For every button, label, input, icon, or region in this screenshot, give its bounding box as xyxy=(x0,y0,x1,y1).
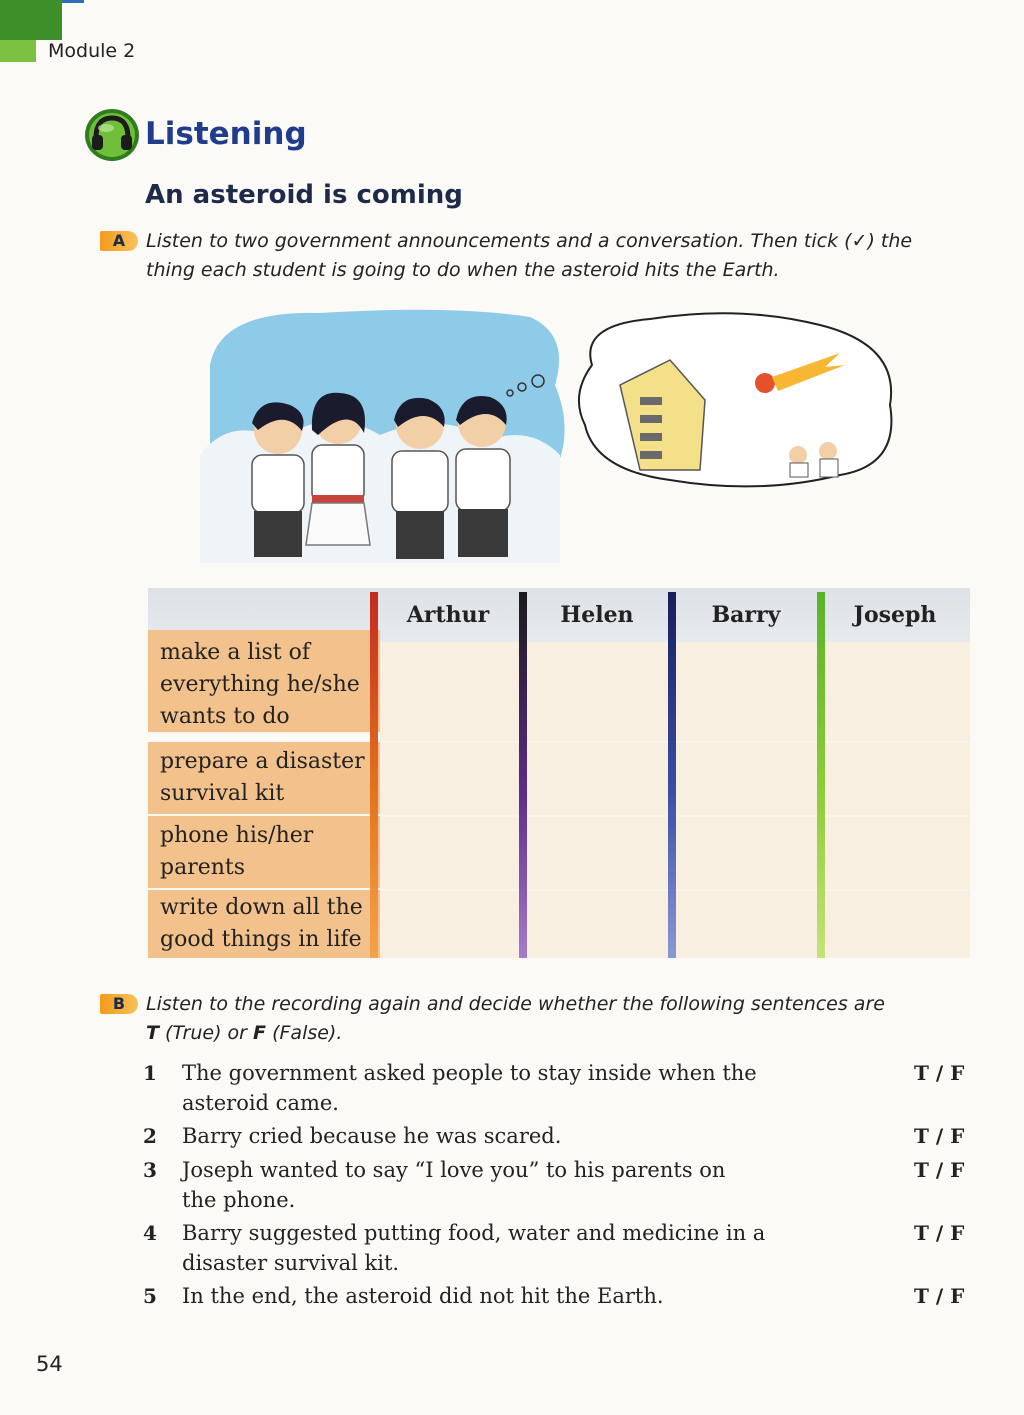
statement-text xyxy=(182,1121,822,1151)
false-label: (False). xyxy=(272,1022,343,1044)
true-false-choice[interactable]: T / F xyxy=(914,1124,965,1148)
statement-number: 3 xyxy=(143,1158,157,1182)
statement-line: disaster survival kit. xyxy=(182,1251,400,1275)
student-1 xyxy=(252,402,304,557)
statement-line: the phone. xyxy=(182,1188,296,1212)
section-title: Listening xyxy=(145,116,307,152)
student-3 xyxy=(392,398,448,559)
column-header-joseph: Joseph xyxy=(853,602,937,628)
true-false-choice[interactable]: T / F xyxy=(914,1221,965,1245)
statement-line: Barry suggested putting food, water and medicine in a xyxy=(182,1221,766,1245)
statement-text xyxy=(182,1281,822,1311)
headphones-icon xyxy=(84,108,140,162)
tick-table xyxy=(148,588,970,958)
part-b-instruction xyxy=(146,990,946,1048)
column-divider-purple xyxy=(519,592,527,958)
statement-number: 1 xyxy=(143,1061,157,1085)
corner-decoration-blue xyxy=(62,0,84,3)
part-a-badge: A xyxy=(100,231,138,251)
true-false-choice[interactable]: T / F xyxy=(914,1061,965,1085)
statement-number: 2 xyxy=(143,1124,157,1148)
true-letter: T xyxy=(146,1022,159,1044)
table-row-label: write down all the good things in life xyxy=(148,890,380,958)
statement-text xyxy=(182,1155,822,1215)
true-false-choice[interactable]: T / F xyxy=(914,1284,965,1308)
statement-text xyxy=(182,1058,822,1118)
column-divider-red xyxy=(370,592,378,958)
statement-text xyxy=(182,1218,822,1278)
corner-decoration-light xyxy=(0,40,36,62)
part-a-instruction-line1: Listen to two government announcements and a conversation. Then tick (✓) the xyxy=(146,230,913,252)
part-b-badge: B xyxy=(100,994,138,1014)
statement-line: asteroid came. xyxy=(182,1091,339,1115)
table-row-label: phone his/her parents xyxy=(148,816,380,890)
statement-number: 4 xyxy=(143,1221,157,1245)
page-number: 54 xyxy=(36,1352,63,1376)
true-label: (True) or xyxy=(165,1022,247,1044)
table-row-label: make a list of everything he/she wants to do xyxy=(148,630,380,734)
statement-line: In the end, the asteroid did not hit the Earth. xyxy=(182,1284,664,1308)
exercise-subtitle: An asteroid is coming xyxy=(145,180,463,210)
part-a-instruction-line2: thing each student is going to do when the asteroid hits the Earth. xyxy=(146,259,780,281)
statement-number: 5 xyxy=(143,1284,157,1308)
module-label: Module 2 xyxy=(48,40,136,62)
column-header-helen: Helen xyxy=(560,602,634,628)
false-letter: F xyxy=(253,1022,267,1044)
column-header-arthur: Arthur xyxy=(406,602,490,628)
column-divider-blue xyxy=(668,592,676,958)
corner-decoration-dark xyxy=(0,0,62,40)
student-2 xyxy=(306,393,370,545)
students-asteroid-illustration xyxy=(200,305,910,563)
statement-line: Joseph wanted to say “I love you” to his parents on xyxy=(182,1158,726,1182)
thought-bubble xyxy=(579,313,892,486)
part-b-instruction-line1: Listen to the recording again and decide whether the following sentences are xyxy=(146,993,885,1015)
table-row-label: prepare a disaster survival kit xyxy=(148,742,380,816)
part-b-instruction-line2 xyxy=(146,1019,946,1048)
column-divider-green xyxy=(817,592,825,958)
statement-line: The government asked people to stay inside when the xyxy=(182,1061,757,1085)
true-false-choice[interactable]: T / F xyxy=(914,1158,965,1182)
part-a-instruction xyxy=(146,227,946,285)
column-header-barry: Barry xyxy=(711,602,781,628)
student-4 xyxy=(456,396,510,557)
statement-line: Barry cried because he was scared. xyxy=(182,1124,562,1148)
